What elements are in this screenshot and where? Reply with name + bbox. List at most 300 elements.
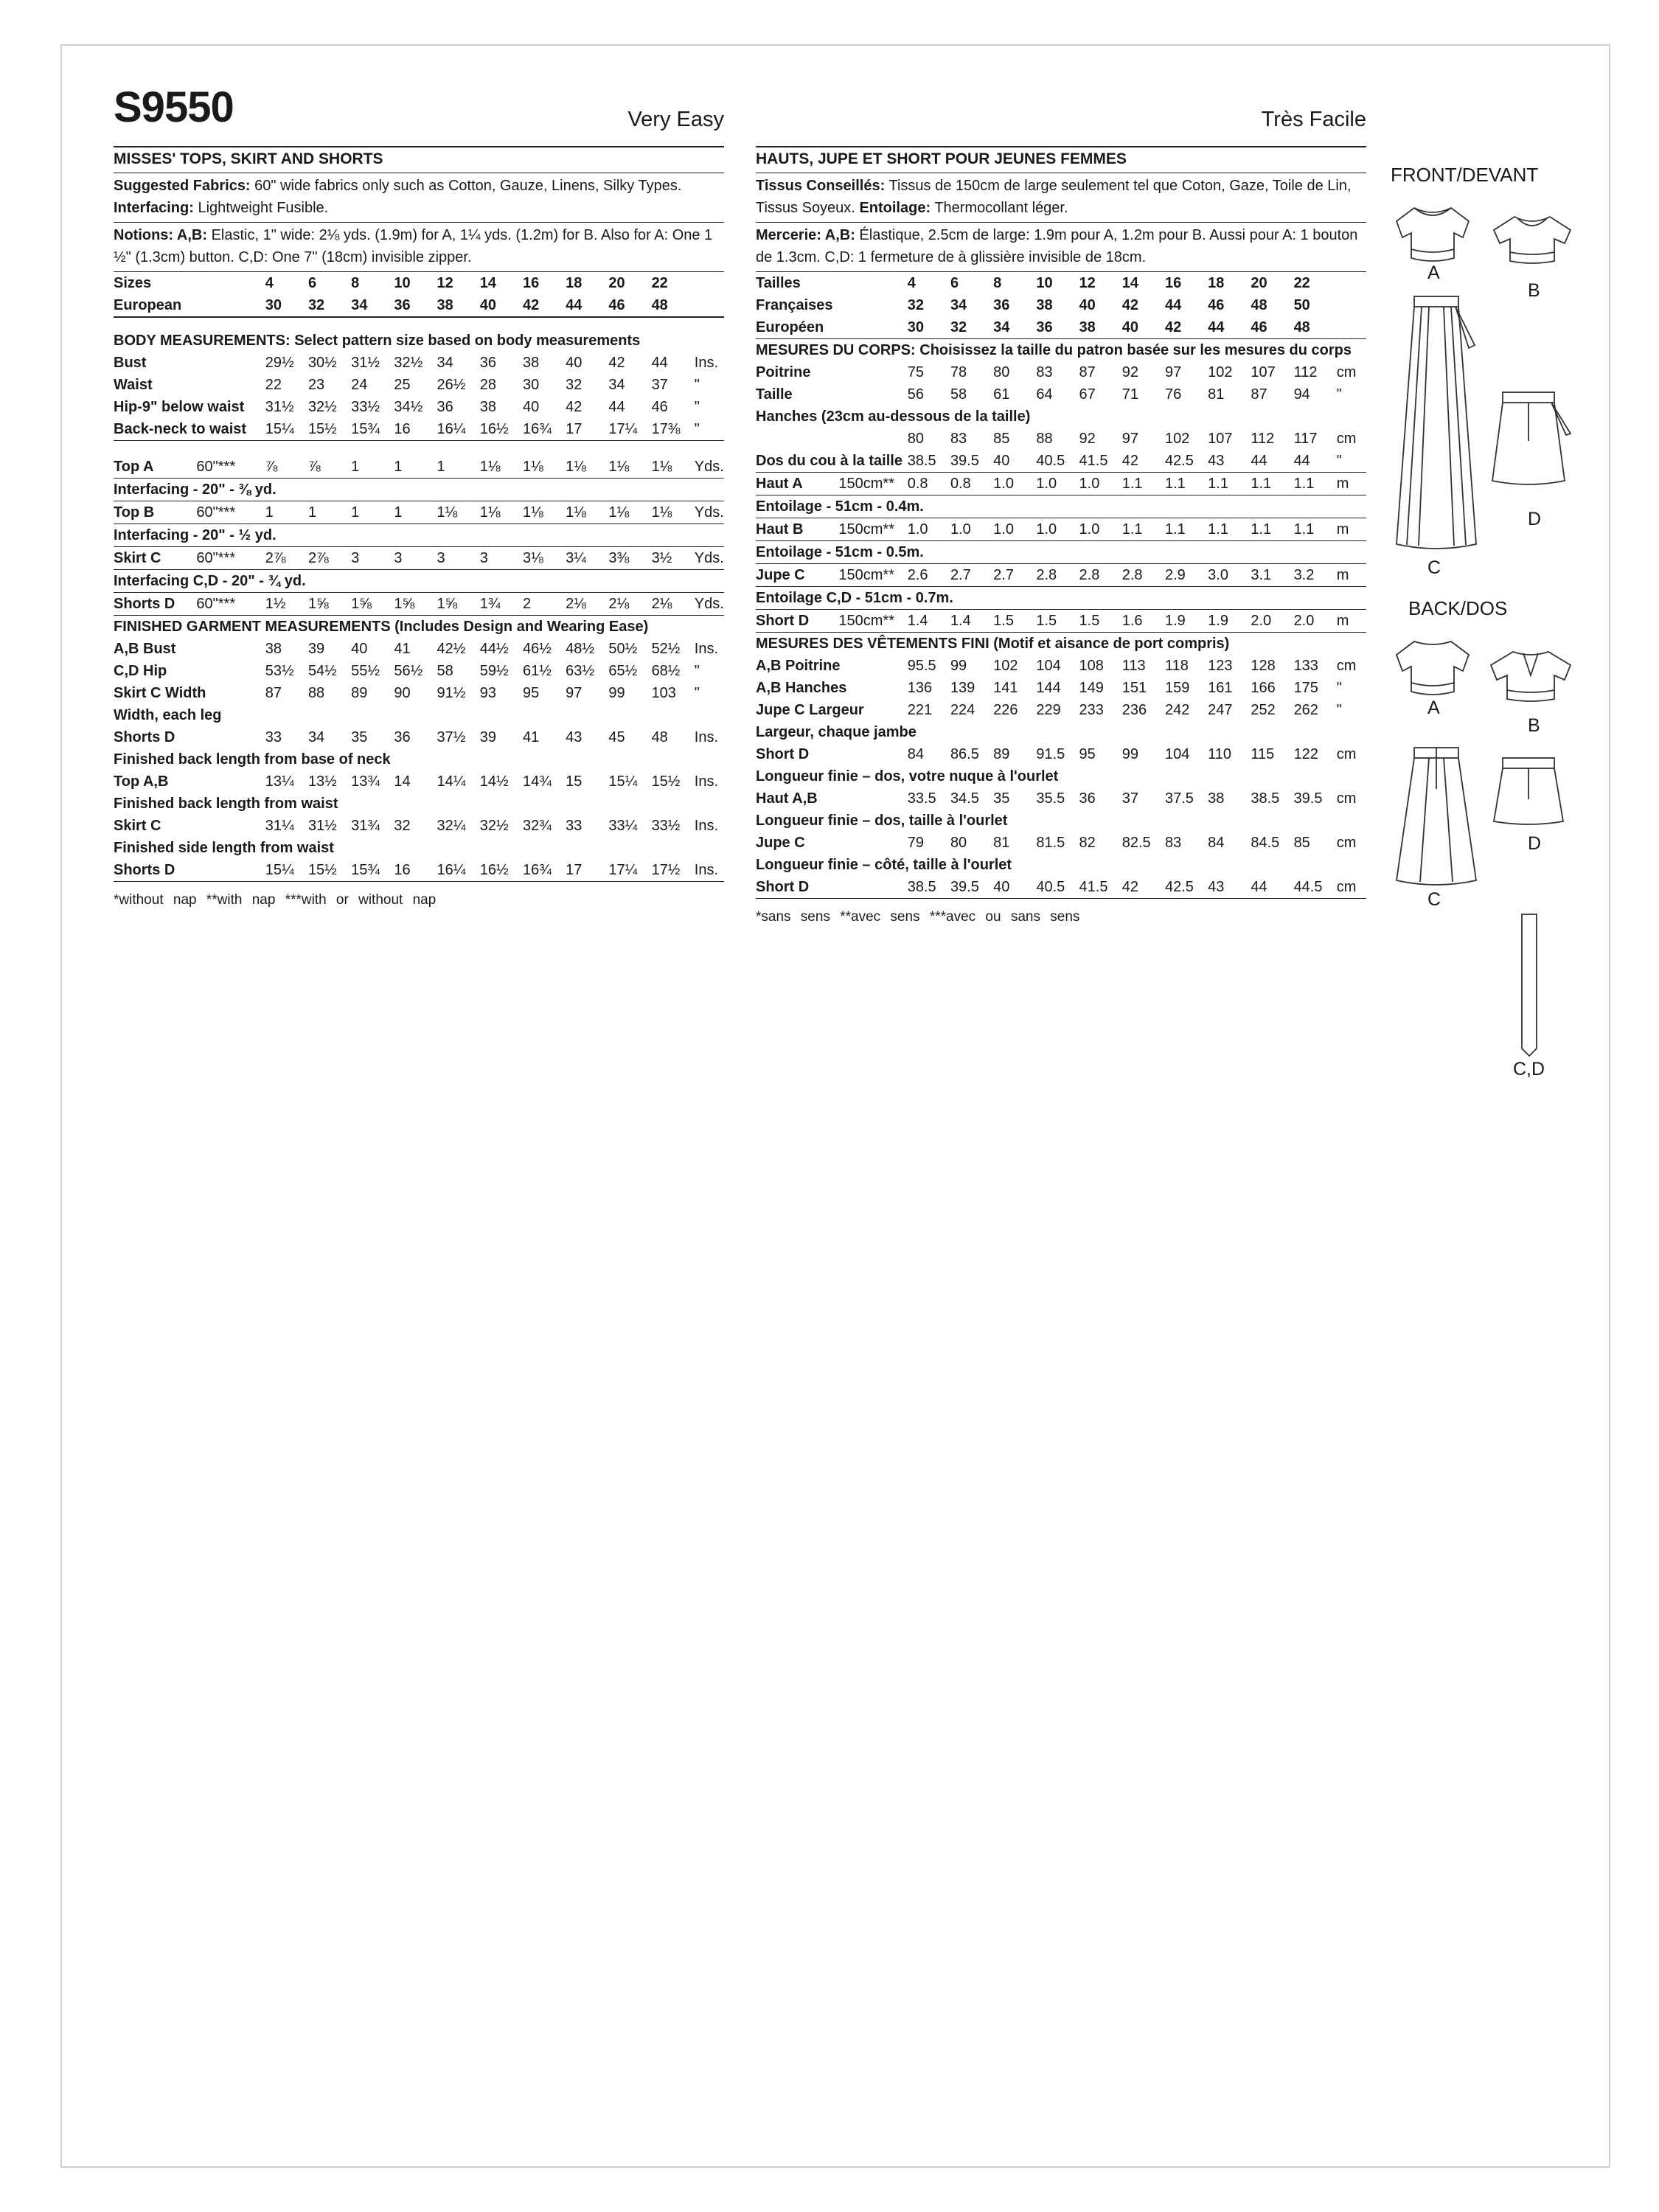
value-cell: 10	[1036, 275, 1053, 291]
notions-en: Notions: A,B: Elastic, 1" wide: 2⅛ yds. (1.9m) for A, 1¼ yds. (1.2m) for B. Also for A: One 1 ½" (1.3cm) button. C,D: One 7" (18cm) invisible zipper.	[114, 223, 724, 272]
value-cell: 33½	[651, 818, 681, 834]
value-cell: 16½	[480, 418, 523, 441]
value-cell: 17¼	[608, 418, 651, 441]
value-cell: 83	[1164, 835, 1182, 851]
measurement-table	[756, 272, 1366, 339]
value-cell: 81	[1208, 386, 1225, 403]
value-cell: 1.0	[1079, 476, 1100, 492]
value-cell: 23	[307, 377, 325, 393]
value-cell: 262	[1293, 702, 1318, 718]
shorts-d-back-drawing	[1488, 755, 1576, 836]
value-cell: 58	[950, 386, 967, 403]
row-label: Taille	[756, 386, 793, 403]
value-cell: 104	[1164, 746, 1190, 762]
view-label: Haut A	[756, 476, 803, 492]
value-cell: 34	[608, 377, 625, 393]
value-cell: 2⅛	[651, 596, 672, 612]
finished-table-fr	[756, 655, 1366, 899]
measurement-table	[114, 638, 724, 882]
value-cell: 88	[307, 685, 325, 701]
yardage-block	[114, 456, 724, 479]
value-cell: 44	[608, 399, 625, 415]
fabric-width: 150cm**	[838, 567, 895, 583]
value-cell: 112	[1293, 364, 1318, 380]
fabrics-en: Suggested Fabrics: 60" wide fabrics only such as Cotton, Gauze, Linens, Silky Types. Interfacing: Lightweight Fusible.	[114, 173, 724, 223]
value-cell: 107	[1251, 364, 1276, 380]
value-cell: 40	[351, 641, 368, 657]
value-cell: 85	[993, 431, 1010, 447]
value-cell: 92	[1121, 364, 1138, 380]
value-cell: 17	[566, 418, 608, 441]
table-row	[114, 374, 724, 396]
value-cell: 52½	[651, 641, 681, 657]
table-row	[756, 294, 1366, 316]
unit-cell: "	[1336, 702, 1342, 718]
value-cell: 2	[522, 596, 532, 612]
value-cell: 42	[523, 294, 566, 317]
value-cell: 1.0	[1079, 521, 1100, 538]
row-heading: Longueur finie – dos, taille à l'ourlet	[756, 813, 1008, 829]
style-number: S9550	[114, 83, 234, 131]
value-cell: 14¾	[522, 773, 552, 790]
value-cell: 1⅛	[522, 504, 543, 521]
value-cell: 2.6	[907, 567, 928, 583]
value-cell: 36	[437, 399, 453, 415]
fabric-width: 150cm**	[838, 521, 895, 538]
value-cell: 55½	[351, 663, 380, 679]
value-cell: 44	[651, 355, 668, 371]
value-cell: 2⅞	[307, 550, 329, 566]
row-label: Européen	[756, 316, 908, 339]
value-cell: 36	[993, 297, 1010, 313]
value-cell: 82	[1079, 835, 1096, 851]
value-cell: 84	[907, 746, 924, 762]
value-cell: 37.5	[1164, 790, 1194, 807]
interfacing-note: Entoilage - 51cm - 0.5m.	[756, 541, 1366, 564]
value-cell: 93	[479, 685, 496, 701]
label-a-back: A	[1427, 698, 1440, 718]
value-cell: 242	[1164, 702, 1190, 718]
value-cell: 36	[394, 729, 411, 745]
value-cell: 1⅛	[608, 459, 630, 475]
value-cell: 14	[479, 275, 496, 291]
interfacing-note: Interfacing - 20" - ⅜ yd.	[114, 479, 724, 501]
row-label: Skirt C	[114, 818, 161, 834]
unit-cell: cm	[1336, 364, 1357, 380]
value-cell: 30½	[307, 355, 337, 371]
value-cell: 44	[1251, 450, 1293, 473]
value-cell: 159	[1164, 680, 1190, 696]
value-cell: 95	[1079, 746, 1096, 762]
skirt-c-front-drawing	[1392, 293, 1481, 559]
view-label: Skirt C	[114, 550, 161, 566]
value-cell: 28	[479, 377, 496, 393]
value-cell: 1⅛	[437, 504, 458, 521]
value-cell: 3	[351, 550, 360, 566]
table-row	[114, 396, 724, 418]
value-cell: 1.1	[1251, 476, 1272, 492]
table-row	[114, 593, 724, 615]
value-cell: 32	[394, 818, 411, 834]
value-cell: 1⅝	[394, 596, 415, 612]
unit-cell: "	[694, 685, 700, 701]
value-cell: 87	[1251, 386, 1267, 403]
value-cell: 46	[651, 399, 668, 415]
value-cell: 41	[522, 729, 540, 745]
value-cell: 1	[394, 459, 403, 475]
value-cell: 38	[265, 641, 282, 657]
value-cell: 43	[1208, 876, 1251, 899]
value-cell: 32½	[479, 818, 509, 834]
value-cell: 2.9	[1164, 567, 1186, 583]
value-cell: 1⅛	[651, 459, 672, 475]
value-cell: 44.5	[1294, 876, 1337, 899]
label-d-back: D	[1528, 833, 1542, 854]
fabric-width: 60"***	[196, 550, 236, 566]
value-cell: 76	[1164, 386, 1182, 403]
value-cell: 1⅝	[437, 596, 458, 612]
row-label: Jupe C	[756, 835, 805, 851]
value-cell: 3.0	[1208, 567, 1228, 583]
table-row	[114, 815, 724, 837]
value-cell: 33½	[351, 399, 380, 415]
finished-table-en	[114, 638, 724, 882]
value-cell: 99	[1121, 746, 1138, 762]
top-a-front-drawing	[1392, 201, 1473, 267]
top-b-back-drawing	[1485, 646, 1576, 712]
value-cell: 1	[265, 504, 274, 521]
value-cell: 48½	[566, 641, 595, 657]
yardage-row-table	[756, 610, 1366, 632]
value-cell: 3	[394, 550, 403, 566]
value-cell: 3⅛	[522, 550, 543, 566]
value-cell: 85	[1293, 835, 1310, 851]
value-cell: 38	[522, 355, 540, 371]
value-cell: 1.5	[1036, 613, 1057, 629]
value-cell: 81	[993, 835, 1010, 851]
value-cell: 16¼	[437, 418, 480, 441]
value-cell: 0.8	[950, 476, 971, 492]
row-label: Hip-9" below waist	[114, 399, 245, 415]
value-cell: ⅞	[265, 459, 278, 475]
table-row	[114, 272, 724, 294]
row-label: Bust	[114, 355, 147, 371]
value-cell: 80	[907, 431, 924, 447]
row-label: A,B Hanches	[756, 680, 847, 696]
value-cell: 1.1	[1293, 476, 1315, 492]
fabric-width: 60"***	[196, 504, 236, 521]
value-cell: 3¼	[566, 550, 586, 566]
value-cell: 46	[1208, 297, 1225, 313]
value-cell: 1	[351, 504, 360, 521]
value-cell: 97	[1164, 364, 1182, 380]
value-cell: 1.1	[1251, 521, 1272, 538]
table-subheading-row	[756, 765, 1366, 787]
row-label: Jupe C Largeur	[756, 702, 864, 718]
value-cell: 34	[351, 294, 394, 317]
view-label: Jupe C	[756, 567, 805, 583]
value-cell: 31½	[351, 355, 380, 371]
value-cell: 42.5	[1165, 876, 1208, 899]
value-cell: 68½	[651, 663, 681, 679]
value-cell: 17	[566, 859, 608, 882]
value-cell: 12	[437, 275, 453, 291]
value-cell: 14½	[479, 773, 509, 790]
value-cell: 16	[394, 418, 437, 441]
value-cell: 43	[1208, 450, 1251, 473]
table-row	[756, 564, 1366, 586]
value-cell: 40	[480, 294, 523, 317]
measurement-table	[756, 655, 1366, 899]
value-cell: 36	[479, 355, 496, 371]
row-label: A,B Poitrine	[756, 658, 841, 674]
table-subheading-row	[114, 837, 724, 859]
value-cell: 107	[1208, 431, 1233, 447]
value-cell: 16	[522, 275, 540, 291]
value-cell: 247	[1208, 702, 1233, 718]
table-row	[114, 456, 724, 478]
value-cell: 39.5	[1293, 790, 1323, 807]
value-cell: 2⅛	[566, 596, 586, 612]
value-cell: 40	[993, 876, 1036, 899]
fabric-width: 60"***	[196, 459, 236, 475]
row-label: Short D	[756, 876, 908, 899]
value-cell: 18	[1208, 275, 1225, 291]
value-cell: 34	[307, 729, 325, 745]
value-cell: 31½	[307, 818, 337, 834]
value-cell: 30	[908, 316, 950, 339]
value-cell: 25	[394, 377, 411, 393]
row-heading: Finished back length from base of neck	[114, 751, 391, 768]
row-heading: Longueur finie – dos, votre nuque à l'ourlet	[756, 768, 1059, 785]
fabric-width: 60"***	[196, 596, 236, 612]
row-heading: Largeur, chaque jambe	[756, 724, 917, 740]
value-cell: 15¾	[351, 418, 394, 441]
row-label: Skirt C Width	[114, 685, 206, 701]
value-cell: 42	[1122, 450, 1165, 473]
value-cell: 89	[351, 685, 368, 701]
value-cell: 175	[1293, 680, 1318, 696]
value-cell: 26½	[437, 377, 466, 393]
value-cell: 1.0	[907, 521, 928, 538]
value-cell: 1.0	[1036, 521, 1057, 538]
footnote-fr: *sans sens **avec sens ***avec ou sans sens	[756, 909, 1080, 925]
unit-cell: Ins.	[694, 818, 719, 834]
sizes-table-fr	[756, 272, 1366, 339]
value-cell: 32	[308, 294, 351, 317]
value-cell: 10	[394, 275, 411, 291]
title-fr: HAUTS, JUPE ET SHORT POUR JEUNES FEMMES	[756, 147, 1366, 173]
value-cell: 233	[1079, 702, 1104, 718]
value-cell: 144	[1036, 680, 1061, 696]
unit-cell: m	[1336, 567, 1349, 583]
unit-cell	[695, 294, 724, 317]
value-cell: 1⅛	[566, 459, 586, 475]
value-cell: 15¼	[608, 773, 638, 790]
value-cell: 83	[950, 431, 967, 447]
value-cell: 15½	[308, 859, 351, 882]
value-cell: 226	[993, 702, 1018, 718]
value-cell: 95	[522, 685, 540, 701]
difficulty-en: Very Easy	[627, 108, 724, 131]
yardage-block	[114, 501, 724, 524]
value-cell: 1.9	[1164, 613, 1186, 629]
value-cell: 1.1	[1164, 521, 1186, 538]
value-cell: 149	[1079, 680, 1104, 696]
value-cell: 80	[950, 835, 967, 851]
value-cell: 16¼	[437, 859, 480, 882]
value-cell: 84	[1208, 835, 1225, 851]
table-subheading-row	[756, 810, 1366, 832]
row-label: European	[114, 294, 265, 317]
view-label: Top A	[114, 459, 154, 475]
unit-cell: Yds.	[694, 459, 724, 475]
value-cell: 41.5	[1079, 876, 1122, 899]
value-cell: 14	[1121, 275, 1138, 291]
value-cell: 17½	[652, 859, 695, 882]
value-cell: 3.1	[1251, 567, 1272, 583]
value-cell: 31¼	[265, 818, 294, 834]
value-cell: 38	[479, 399, 496, 415]
value-cell: 30	[522, 377, 540, 393]
value-cell: 78	[950, 364, 967, 380]
value-cell: 99	[950, 658, 967, 674]
value-cell: 2.8	[1121, 567, 1143, 583]
table-row	[756, 655, 1366, 677]
value-cell: 38.5	[908, 876, 950, 899]
value-cell: 14¼	[437, 773, 466, 790]
french-column	[756, 87, 1366, 925]
value-cell: 17⅜	[652, 418, 695, 441]
value-cell: 1⅛	[479, 459, 501, 475]
table-row	[756, 473, 1366, 495]
body-heading-fr: MESURES DU CORPS: Choisissez la taille du patron basée sur les mesures du corps	[756, 342, 1352, 358]
value-cell: 1.0	[1036, 476, 1057, 492]
value-cell: 1.1	[1164, 476, 1186, 492]
value-cell: 12	[1079, 275, 1096, 291]
row-label: Sizes	[114, 275, 152, 291]
value-cell: 87	[1079, 364, 1096, 380]
value-cell: 33	[265, 729, 282, 745]
value-cell: 91½	[437, 685, 466, 701]
value-cell: 15¾	[351, 859, 394, 882]
yardage-row-table	[114, 547, 724, 569]
value-cell: 6	[950, 275, 959, 291]
value-cell: 41.5	[1079, 450, 1122, 473]
value-cell: 1.9	[1208, 613, 1228, 629]
value-cell: 2.7	[950, 567, 971, 583]
body-table-en	[114, 352, 724, 441]
table-row	[756, 677, 1366, 699]
value-cell: 103	[651, 685, 676, 701]
value-cell: 117	[1293, 431, 1318, 447]
value-cell: 2.8	[1079, 567, 1100, 583]
row-label: Shorts D	[114, 859, 265, 882]
value-cell: 136	[907, 680, 933, 696]
table-row	[756, 610, 1366, 632]
row-label: A,B Bust	[114, 641, 176, 657]
value-cell: 44	[1208, 316, 1251, 339]
value-cell: 40	[522, 399, 540, 415]
value-cell: 1.4	[950, 613, 971, 629]
value-cell: 2.0	[1251, 613, 1272, 629]
value-cell: 236	[1121, 702, 1147, 718]
value-cell: 40.5	[1036, 876, 1079, 899]
unit-cell: Yds.	[694, 596, 724, 612]
value-cell: 20	[1251, 275, 1267, 291]
value-cell: 63½	[566, 663, 595, 679]
table-row	[756, 699, 1366, 721]
value-cell: 1.4	[907, 613, 928, 629]
yardage-row-table	[756, 518, 1366, 540]
unit-cell: "	[694, 377, 700, 393]
unit-cell: "	[694, 399, 700, 415]
value-cell: 22	[651, 275, 668, 291]
finished-heading-fr: MESURES DES VÊTEMENTS FINI (Motif et aisance de port compris)	[756, 636, 1230, 652]
unit-cell: cm	[1336, 835, 1357, 851]
value-cell: 84.5	[1251, 835, 1280, 851]
table-row	[756, 450, 1366, 473]
unit-cell: Ins.	[694, 773, 719, 790]
value-cell: 46	[1251, 316, 1293, 339]
value-cell: 42	[1165, 316, 1208, 339]
value-cell: 15½	[651, 773, 681, 790]
footnote-en: *without nap **with nap ***with or without nap	[114, 892, 437, 908]
value-cell: 40.5	[1036, 450, 1079, 473]
row-label: Shorts D	[114, 729, 175, 745]
value-cell: 2⅞	[265, 550, 286, 566]
value-cell: 1⅛	[479, 504, 501, 521]
label-a-front: A	[1427, 262, 1440, 283]
table-row	[756, 743, 1366, 765]
value-cell: 3⅜	[608, 550, 630, 566]
value-cell: 1.0	[993, 476, 1014, 492]
value-cell: 42	[1122, 876, 1165, 899]
value-cell: 48	[1294, 316, 1337, 339]
unit-cell: Ins.	[694, 641, 719, 657]
table-row	[114, 547, 724, 569]
value-cell: 38	[437, 294, 480, 317]
label-b-front: B	[1528, 280, 1540, 301]
top-b-front-drawing	[1488, 211, 1576, 270]
value-cell: 54½	[307, 663, 337, 679]
value-cell: 42	[1121, 297, 1138, 313]
table-subheading-row	[756, 721, 1366, 743]
table-row	[114, 294, 724, 317]
value-cell: 1.1	[1208, 476, 1228, 492]
value-cell: 42.5	[1165, 450, 1208, 473]
value-cell: 1	[307, 504, 317, 521]
value-cell: 33¼	[608, 818, 638, 834]
row-label: Tailles	[756, 275, 801, 291]
value-cell: 139	[950, 680, 975, 696]
yardage-block	[114, 593, 724, 616]
value-cell: 35	[993, 790, 1010, 807]
value-cell: 22	[265, 377, 282, 393]
table-subheading-row	[114, 704, 724, 726]
row-label: Back-neck to waist	[114, 418, 265, 441]
row-label: C,D Hip	[114, 663, 167, 679]
table-row	[756, 428, 1366, 450]
label-cd: C,D	[1513, 1059, 1545, 1079]
table-subheading-row	[756, 854, 1366, 876]
label-c-front: C	[1427, 557, 1441, 578]
value-cell: 32¼	[437, 818, 466, 834]
value-cell: 39	[479, 729, 496, 745]
table-row	[114, 682, 724, 704]
value-cell: 30	[265, 294, 308, 317]
value-cell: 102	[1164, 431, 1190, 447]
